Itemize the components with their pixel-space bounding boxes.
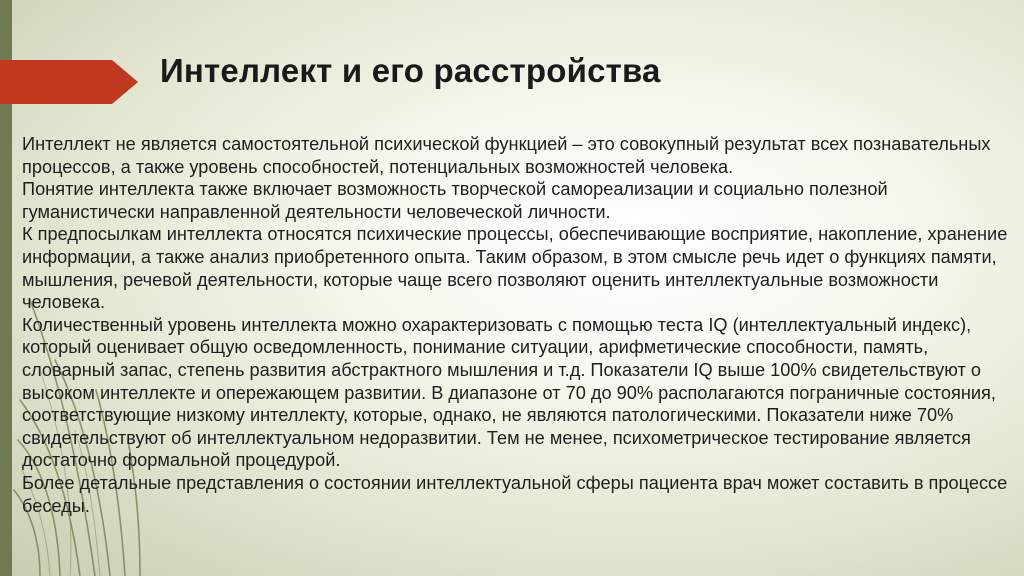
title-accent-arrow xyxy=(0,60,140,104)
slide-body xyxy=(22,133,1018,517)
paragraph-conversation: Более детальные представления о состоянии интеллектуальной сферы пациента врач может составить в процессе беседы. xyxy=(22,472,1008,516)
paragraph-prerequisites: К предпосылкам интеллекта относятся психические процессы, обеспечивающие восприятие, накопление, хранение информации, а также анализ приобретенного опыта. Таким образом, в этом смысле речь идет о функциях памяти, мышления, речевой деятельности, которые чаще всего позволяют оценить интеллектуальные возможности человека. xyxy=(22,224,1008,313)
paragraph-definition: Интеллект не является самостоятельной психической функцией – это совокупный результат всех познавательных процессов, а также уровень способностей, потенциальных возможностей человека. xyxy=(22,134,991,177)
slide-title: Интеллект и его расстройства xyxy=(160,52,661,89)
paragraph-iq-test: Количественный уровень интеллекта можно охарактеризовать с помощью теста IQ (интеллектуальный индекс), который оценивает общую осведомленность, понимание ситуации, арифметические способности, память, словарный запас, степень развития абстрактного мышления и т.д. Показатели IQ выше 100% свидетельствуют о высоком интеллекте и опережающем развитии. В диапазоне от 70 до 90% располагаются пограничные состояния, соответствующие низкому интеллекту, которые, однако, не являются патологическими. Показатели ниже 70% свидетельствуют об интеллектуальном недоразвитии. Тем не менее, психометрическое тестирование является достаточно формальной процедурой. xyxy=(22,314,996,471)
paragraph-concept: Понятие интеллекта также включает возможность творческой самореализации и социально полезной гуманистически направленной деятельности человеческой личности. xyxy=(22,179,888,222)
